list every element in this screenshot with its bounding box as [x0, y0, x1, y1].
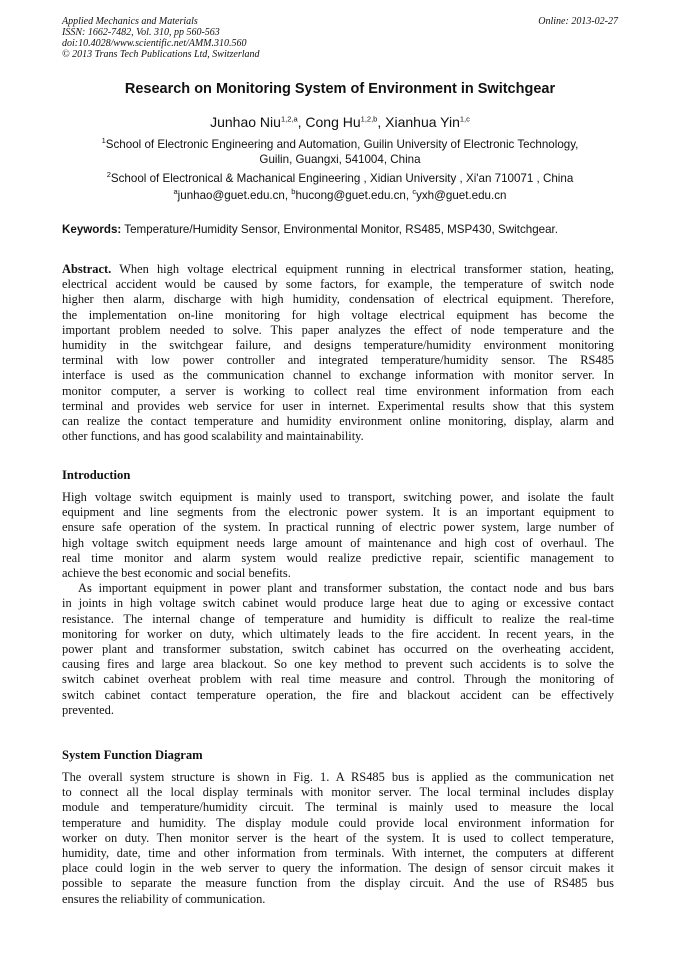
author-sup: 1,2,a: [280, 114, 298, 124]
introduction-line: switch cabinet contact temperature operation, the fire and blackout accident can be effectively: [62, 687, 614, 702]
email-c: yxh@guet.edu.cn: [416, 189, 507, 202]
abstract-line: humidity in the switchgear failure, and designs temperature/humidity environment monitoring: [62, 338, 614, 353]
system-function-line: to connect all the local display terminals with monitor server. The local terminal includes display: [62, 785, 614, 800]
journal-doi: doi:10.4028/www.scientific.net/AMM.310.560: [62, 38, 247, 49]
email-sup: c: [412, 187, 417, 197]
author-sup: 1,2,b: [360, 114, 378, 124]
abstract-line: terminal and provides web service for user in internet. Experimental results show that this system: [62, 398, 614, 413]
introduction-line: in joints in high voltage switch cabinet would produce large heat due to aging or excessive contact: [62, 596, 614, 611]
introduction-line: monitoring for worker on duty, which ultimately leads to the fire accident. In recent years, in the: [62, 626, 614, 641]
email-sup: b: [291, 187, 296, 197]
introduction-line: power plant and transformer substation, switch cabinet has occurred on the overheating accident,: [62, 642, 614, 657]
affiliation-1-line1: School of Electronic Engineering and Automation, Guilin University of Electronic Technology,: [105, 138, 579, 151]
system-function-line: module and temperature/humidity circuit. The terminal is mainly used to measure the local: [62, 800, 614, 815]
introduction-line: As important equipment in power plant and transformer substation, the contact node and bus bars: [78, 581, 614, 596]
online-date: Online: 2013-02-27: [538, 16, 618, 27]
affiliation-2: [62, 171, 618, 186]
author-emails: [62, 188, 618, 203]
abstract-line: higher then alarm, discharge with high humidity, condensation of electrical equipment. Therefore,: [62, 292, 614, 307]
introduction-line: equipment and line segments from the electronic power system. It is an important equipment to: [62, 505, 614, 520]
system-function-line: temperature and humidity. The display module could provide local environment information for: [62, 815, 614, 830]
email-a: junhao@guet.edu.cn,: [177, 189, 292, 202]
system-function-line: place could login in the web server to query the information. The design of sensor circuit makes it: [62, 861, 614, 876]
paper-title: Research on Monitoring System of Environment in Switchgear: [124, 81, 556, 97]
affiliation-sup: 2: [106, 170, 111, 180]
abstract: [62, 262, 614, 444]
author-name: Cong Hu: [305, 114, 361, 130]
system-function-heading: System Function Diagram: [62, 748, 203, 762]
author-name: Junhao Niu: [210, 114, 281, 130]
abstract-line: interface is used as the communication channel to exchange information with monitor server. In: [62, 368, 614, 383]
introduction-body: [62, 490, 614, 718]
abstract-label: Abstract.: [62, 262, 112, 276]
affiliation-2-text: School of Electronical & Machanical Engineering , Xidian University , Xi'an 710071 , China: [110, 172, 574, 185]
system-function-line: humidity, date, time and other information from terminals. With internet, the computers at different: [62, 846, 614, 861]
introduction-line: prevented.: [62, 702, 114, 717]
affiliation-1-line2: Guilin, Guangxi, 541004, China: [259, 153, 421, 166]
introduction-line: ensure safe operation of the system. In practical running of electric power system, large number of: [62, 520, 614, 535]
introduction-line: High voltage switch equipment is mainly used to transport, switching power, and isolate the fault: [62, 490, 614, 504]
introduction-line: causing fires and large area blackout. So one key method to prevent such accidents is to solve the: [62, 657, 614, 672]
abstract-line: electrical accident would be caused by some factors, for example, the temperature of switch node: [62, 277, 614, 292]
affiliation-1: [62, 137, 618, 167]
system-function-line: The overall system structure is shown in Fig. 1. A RS485 bus is applied as the communication net: [62, 770, 614, 784]
system-function-line: possible to separate the measure function from the display circuit. And the use of RS485 bus: [62, 876, 614, 891]
abstract-line: the implementation on-line monitoring for high voltage electrical equipment has become the: [62, 307, 614, 322]
keywords-text: Temperature/Humidity Sensor, Environmental Monitor, RS485, MSP430, Switchgear.: [124, 223, 558, 236]
system-function-line: worker on duty. Then monitor server is the heart of the system. It is used to collect temperature,: [62, 830, 614, 845]
journal-issn: ISSN: 1662-7482, Vol. 310, pp 560-563: [62, 27, 220, 38]
introduction-line: resistance. The internal change of temperature and humidity is difficult to realize the real-time: [62, 611, 614, 626]
email-sup: a: [173, 187, 178, 197]
introduction-line: switch cabinet overheat problem with real time measure and control. Through the monitoring of: [62, 672, 614, 687]
abstract-line: can realize the contact temperature and humidity environment online monitoring, display, alarm and: [62, 414, 614, 429]
introduction-line: achieve the best economic and social benefits.: [62, 566, 291, 581]
system-function-line: ensures the reliability of communication.: [62, 891, 266, 906]
abstract-line: terminal with low power controller and integrated temperature/humidity sensor. The RS485: [62, 353, 614, 368]
abstract-line: Abstract. When high voltage electrical equipment running in electrical transformer station, heating,: [62, 262, 615, 276]
introduction-heading: Introduction: [62, 468, 131, 482]
journal-name: Applied Mechanics and Materials: [62, 16, 198, 27]
abstract-line: important problem needed to solve. This paper analyzes the effect of node temperature and the: [62, 322, 614, 337]
email-b: hucong@guet.edu.cn,: [295, 189, 413, 202]
introduction-line: high voltage switch equipment needs large amount of maintenance and high cost of overhaul. The: [62, 535, 614, 550]
introduction-line: real time monitor and alarm system would realize predictive repair, scientific management to: [62, 550, 614, 565]
journal-header: [62, 16, 618, 60]
abstract-line: other functions, and has good scalability and maintainability.: [62, 429, 364, 444]
journal-copyright: © 2013 Trans Tech Publications Ltd, Switzerland: [62, 49, 260, 60]
keywords: [62, 222, 618, 237]
keywords-label: Keywords:: [62, 223, 122, 236]
author-name: Xianhua Yin: [385, 114, 460, 130]
abstract-line: monitor computer, a server is working to collect real time environment information from each: [62, 383, 614, 398]
author-sup: 1,c: [459, 114, 470, 124]
author-list: Junhao Niu$^{1,2,a}$, Cong Hu$^{1,2,b}$, Xianhua Yin$^{1,c}$: [210, 114, 470, 130]
system-function-body: [62, 770, 614, 907]
affiliation-sup: 1: [101, 136, 106, 146]
